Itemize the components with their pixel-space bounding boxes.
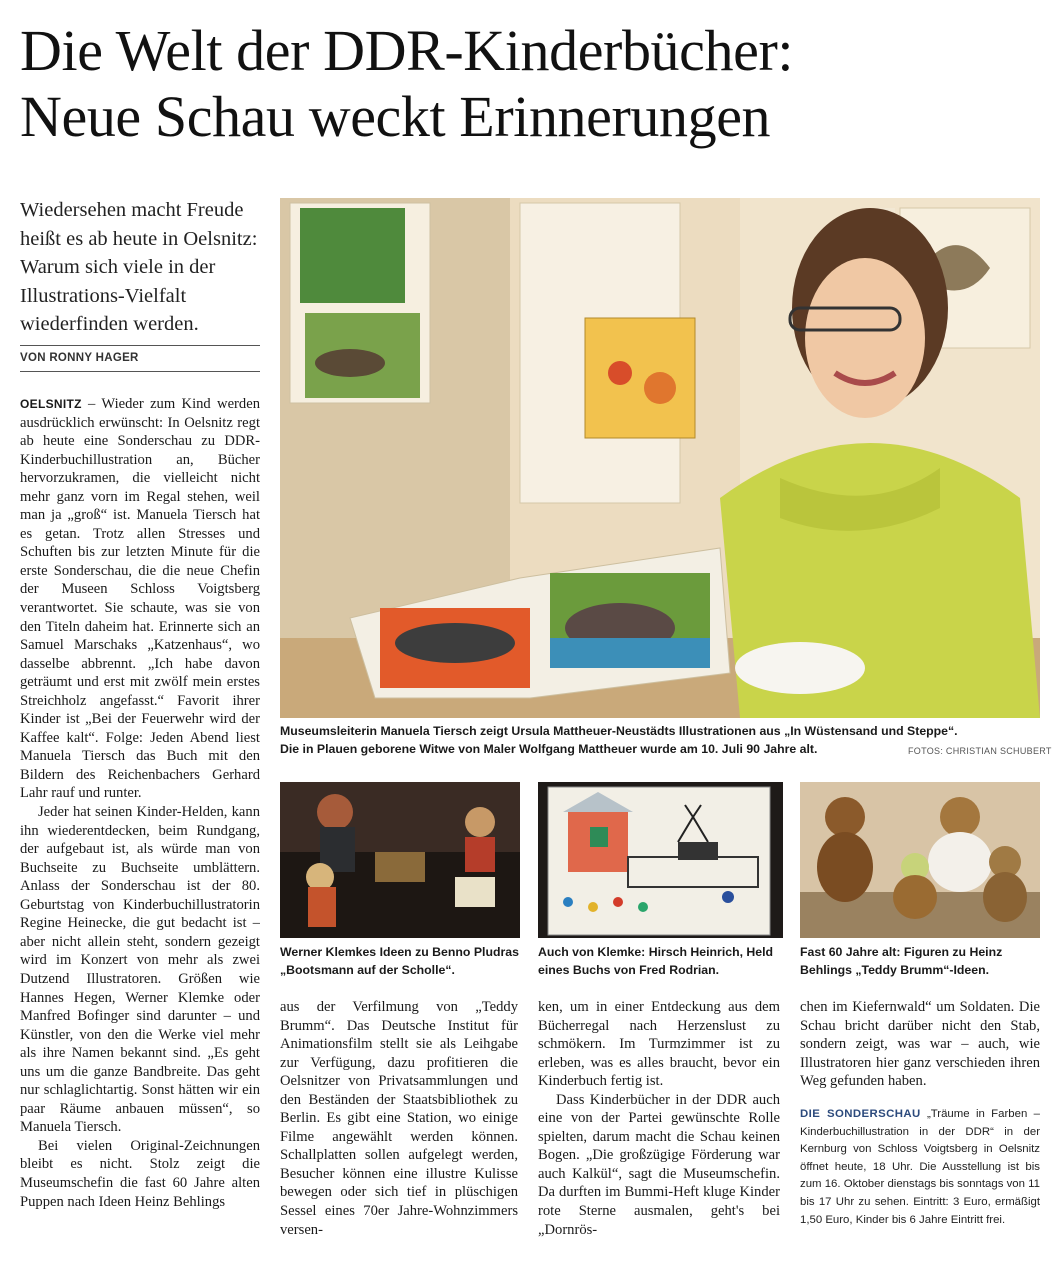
info-text: „Träume in Farben – Kinderbuchillustration in der DDR“ in der Kernburg von Schloss Voigtsberg in Oelsnitz öffnet heute, 18 Uhr. Die Ausstellung ist bis zum 16. Oktober dienstags bis sonntags von 11 bis 17 Uhr zu sehen. Eintritt: 3 Euro, ermäßigt 1,50 Euro, Kinder bis 6 Jahre Eintritt frei.	[800, 1108, 1040, 1226]
teddy-photo	[800, 782, 1040, 938]
headline-line-2: Neue Schau weckt Erinnerungen	[20, 84, 771, 149]
headline	[20, 18, 1045, 150]
article-column-1	[20, 395, 260, 1255]
deer-caption: Auch von Klemke: Hirsch Heinrich, Held eines Buchs von Fred Rodrian.	[538, 945, 774, 977]
paragraph: chen im Kiefernwald“ um Soldaten. Die Schau bricht darüber nicht den Stab, sondern zeigt, was war – auch, wie Illustratoren hier ganz verschieden ihren Weg gefunden haben.	[800, 999, 1040, 1090]
deer-photo	[538, 782, 783, 938]
paragraph	[20, 395, 260, 803]
paragraph-text: – Wieder zum Kind werden ausdrücklich erwünscht: In Oelsnitz regt ab heute eine Sonderschau zu DDR-Kinderbuchillustration an, Bücher hervorzukramen, die vielleicht nicht mehr ganz vorn im Regal stehen, weil man ja „groß“ ist. Manuela Tiersch hat es getan. Trotz allen Stresses und Schuften bis zur letzten Minute für die erste Sonderschau, die die neue Chefin der Museen Schloss Voigtsberg verantwortet. Sie schaute, was sie von den Titeln daheim hat. Erinnerte sich an Samuel Marschaks „Katzenhaus“, wo dasselbe abbrennt. „Ich habe davon geträumt und erst mit zwölf mein erstes Streichholz angefasst.“ Favorit ihrer Kinder ist „Bei der Feuerwehr wird der Kaffee kalt“. Folge: Jeden Abend liest Manuela Tiersch das Buch mit den Bildern des Reichenbachers Gerhard Lahr rauf und runter.	[20, 396, 260, 802]
info-kicker: DIE SONDERSCHAU	[800, 1108, 921, 1120]
paragraph: Bei vielen Original-Zeichnungen bleibt es nicht. Stolz zeigt die Museumschefin die fast 60 Jahre alten Puppen nach Ideen Heinz Behlings	[20, 1137, 260, 1210]
article-column-4	[800, 998, 1040, 1098]
photo-credit: FOTOS: CHRISTIAN SCHUBERT	[908, 746, 1052, 756]
byline-rule-bottom	[20, 371, 260, 372]
main-photo-caption: Museumsleiterin Manuela Tiersch zeigt Ursula Mattheuer-Neustädts Illustrationen aus „In Wüstensand und Steppe“. Die in Plauen geborene Witwe von Maler Wolfgang Mattheuer wurde am 10. Juli 90 Jahre alt.	[280, 724, 958, 756]
info-box	[800, 1106, 1040, 1229]
paragraph: Dass Kinderbücher in der DDR auch eine von der Partei gewünschte Rolle spielten, darum macht die Schau keinen Bogen. „Die großzügige Förderung war auch Kalkül“, sagt die Museumschefin. Da durften im Bummi-Heft kluge Kinder rote Sterne ausmalen, geht's bei „Dornrös-	[538, 1091, 780, 1238]
paragraph: aus der Verfilmung von „Teddy Brumm“. Das Deutsche Institut für Animationsfilm stellt sie als Leihgabe zur Verfügung, dazu profitieren die Oelsnitzer von Privatsammlungen und den Beständen der Staatsbibliothek zu Berlin. Es gibt eine Station, wo einige Filme angewählt werden können. Schallplatten sollen aufgelegt werden, Besucher können eine illustre Kulisse bewegen oder sich tief in plüschigen Sessel eines 70er Jahre-Wohnzimmers versen-	[280, 999, 518, 1238]
main-photo	[280, 198, 1040, 718]
article-column-3	[538, 998, 780, 1258]
teddy-caption: Fast 60 Jahre alt: Figuren zu Heinz Behlings „Teddy Brumm“-Ideen.	[800, 945, 1003, 977]
dateline: OELSNITZ	[20, 397, 82, 411]
puppets-photo	[280, 782, 520, 938]
byline: VON RONNY HAGER	[20, 352, 139, 364]
article-column-2	[280, 998, 518, 1258]
puppets-caption: Werner Klemkes Ideen zu Benno Pludras „Bootsmann auf der Scholle“.	[280, 945, 519, 977]
headline-line-1: Die Welt der DDR-Kinderbücher:	[20, 18, 794, 83]
paragraph: ken, um in einer Entdeckung aus dem Bücherregal nach Herzenslust zu schmökern. Im Turmzimmer ist zu erleben, was es alles braucht, bevor ein Kinderbuch fertig ist.	[538, 999, 780, 1090]
teaser: Wiedersehen macht Freude heißt es ab heute in Oelsnitz: Warum sich viele in der Illustrations-Vielfalt wiederfinden werden.	[20, 199, 258, 335]
byline-rule	[20, 345, 260, 346]
paragraph: Jeder hat seinen Kinder-Helden, kann ihn wiederentdecken, beim Rundgang, der aufgebaut ist, als würde man von Buchseite zu Buchseite umblättern. Anlass der Sonderschau ist der 80. Geburtstag von Kinderbuchillustratorin Regine Heinecke, die gut bedacht ist – aber nicht allein steht, sondern gezeigt wird im Konzert von mehr als zwei Dutzend Illustratoren. Größen wie Hannes Hegen, Werner Klemke oder Manfred Bofinger sind darunter – und Künstler, von den die Werke viel mehr als ihre Namen bekannt sind. „Es geht uns um die ganze Bandbreite. Das geht nur schlaglichtartig. Sonst hätten wir ein paar Räume anbauen müssen“, so Manuela Tiersch.	[20, 804, 260, 1136]
